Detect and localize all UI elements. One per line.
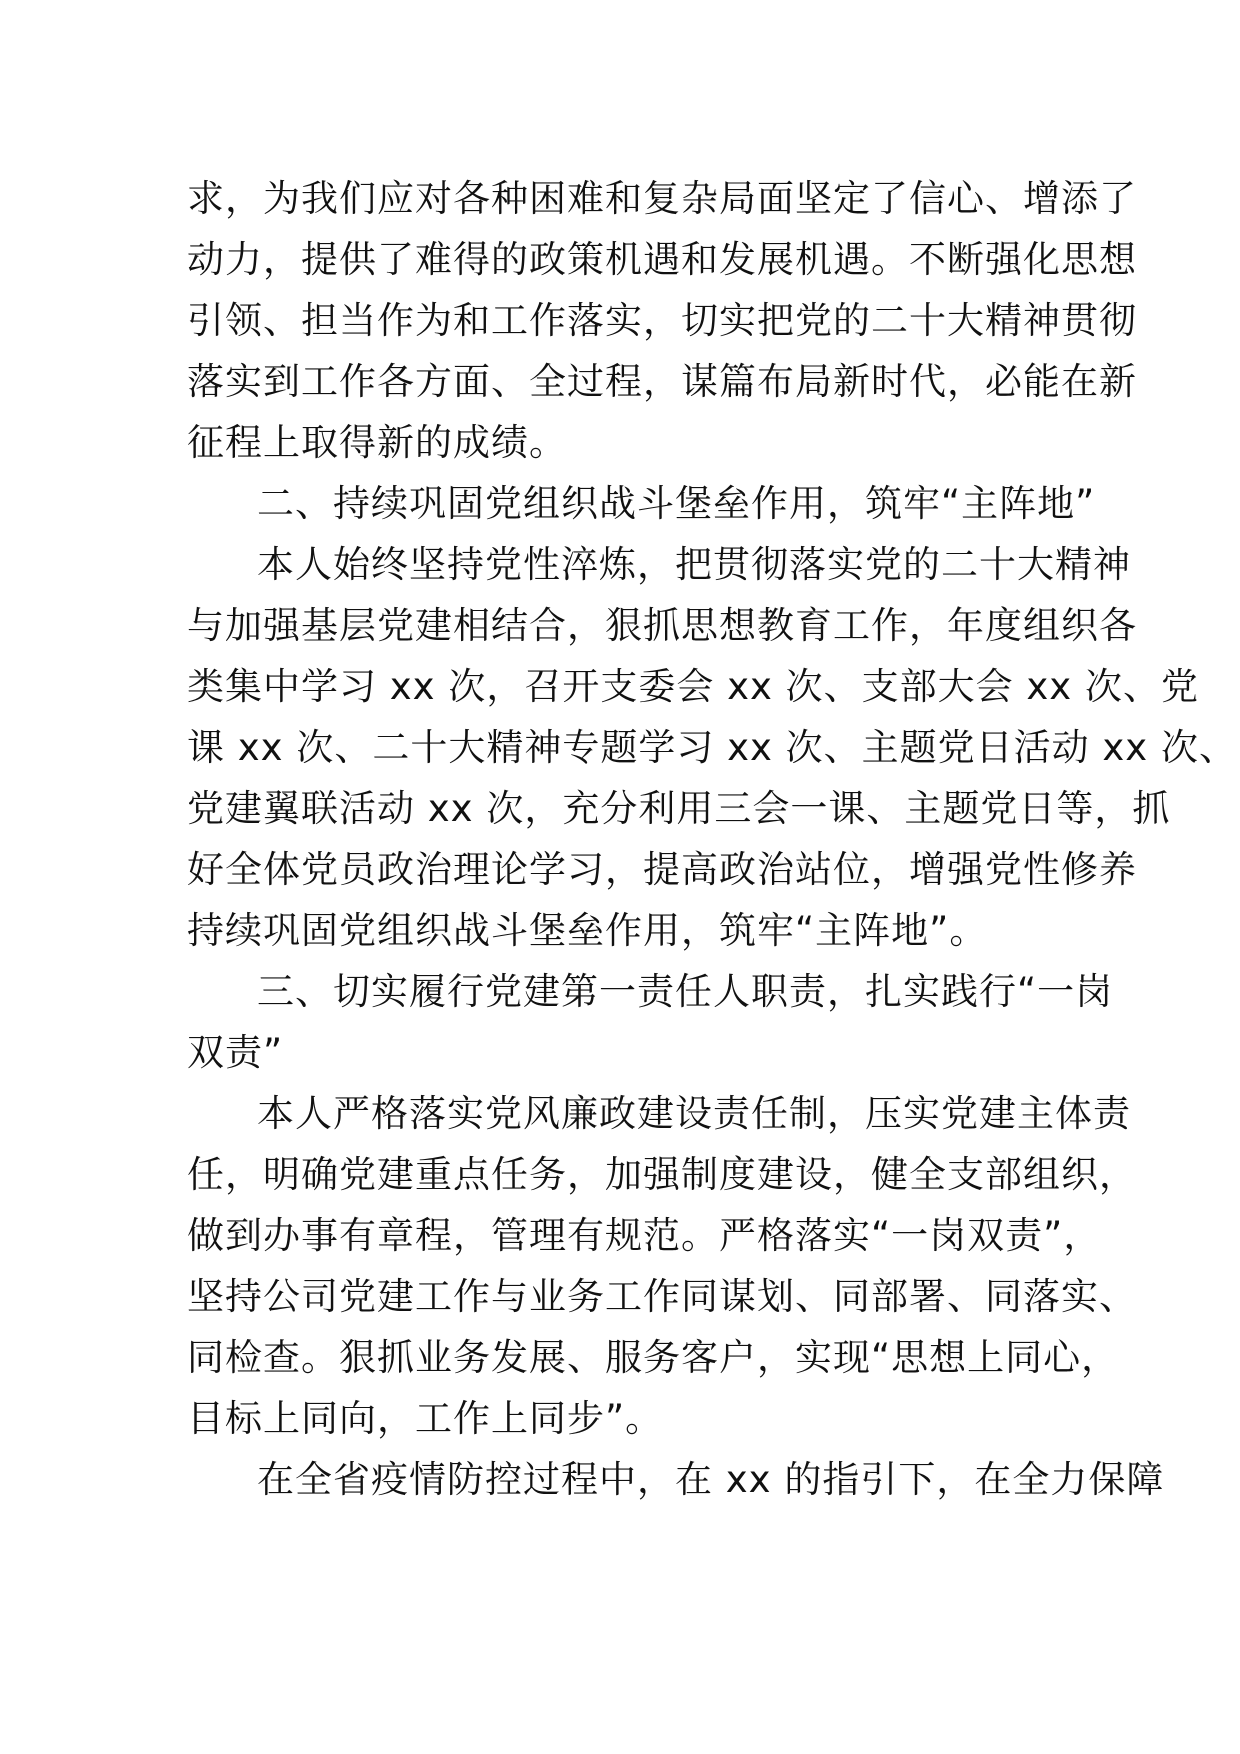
text-line: 好全体党员政治理论学习，提高政治站位，增强党性修养 xyxy=(187,848,1137,891)
text-line: 任，明确党建重点任务，加强制度建设，健全支部组织， xyxy=(187,1153,1137,1196)
text-line: 做到办事有章程，管理有规范。严格落实“一岗双责”， xyxy=(187,1214,1102,1257)
section-heading xyxy=(187,473,1096,534)
text-line: 本人严格落实党风廉政建设责任制，压实党建主体责 xyxy=(257,1092,1131,1135)
text-line: 征程上取得新的成绩。 xyxy=(187,421,567,464)
text-line: 本人始终坚持党性淬炼，把贯彻落实党的二十大精神 xyxy=(257,543,1131,586)
text-line: 同检查。狠抓业务发展、服务客户，实现“思想上同心， xyxy=(187,1336,1120,1379)
section-heading xyxy=(187,961,1114,1083)
text-line: 求，为我们应对各种困难和复杂局面坚定了信心、增添了 xyxy=(187,177,1137,220)
heading-line: 三、切实履行党建第一责任人职责，扎实践行“一岗 xyxy=(257,970,1114,1013)
body-paragraph xyxy=(187,168,1137,473)
text-line: 类集中学习 xx 次，召开支委会 xx 次、支部大会 xx 次、党 xyxy=(187,665,1199,708)
body-paragraph xyxy=(187,534,1237,961)
text-line: 党建翼联活动 xx 次，充分利用三会一课、主题党日等，抓 xyxy=(187,787,1171,830)
body-paragraph xyxy=(187,1083,1137,1449)
text-line: 落实到工作各方面、全过程，谋篇布局新时代，必能在新 xyxy=(187,360,1137,403)
body-paragraph xyxy=(187,1449,1165,1510)
text-line: 课 xx 次、二十大精神专题学习 xx 次、主题党日活动 xx 次、 xyxy=(187,726,1237,769)
text-line: 在全省疫情防控过程中，在 xx 的指引下，在全力保障 xyxy=(257,1458,1165,1501)
text-line: 目标上同向，工作上同步”。 xyxy=(187,1397,664,1440)
text-line: 坚持公司党建工作与业务工作同谋划、同部署、同落实、 xyxy=(187,1275,1137,1318)
text-line: 与加强基层党建相结合，狠抓思想教育工作，年度组织各 xyxy=(187,604,1137,647)
text-line: 引领、担当作为和工作落实，切实把党的二十大精神贯彻 xyxy=(187,299,1137,342)
text-line: 动力，提供了难得的政策机遇和发展机遇。不断强化思想 xyxy=(187,238,1137,281)
text-line: 持续巩固党组织战斗堡垒作用，筑牢“主阵地”。 xyxy=(187,909,988,952)
document-body xyxy=(187,168,1237,1510)
heading-line: 双责” xyxy=(187,1031,284,1074)
heading-line: 二、持续巩固党组织战斗堡垒作用，筑牢“主阵地” xyxy=(257,482,1096,525)
